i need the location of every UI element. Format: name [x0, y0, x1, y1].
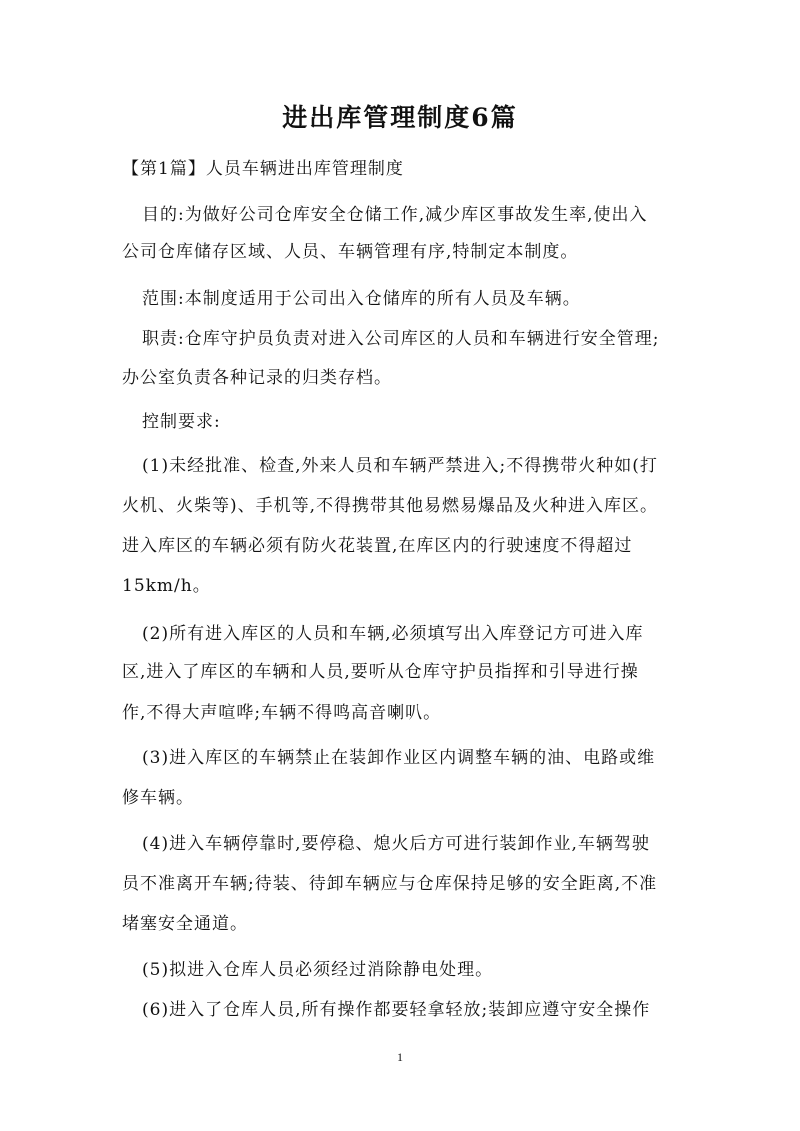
- paragraph-line: (3)进入库区的车辆禁止在装卸作业区内调整车辆的油、电路或维: [142, 748, 656, 768]
- paragraph-line: (1)未经批准、检查,外来人员和车辆严禁进入;不得携带火种如(打: [142, 456, 658, 476]
- paragraph-line: 进入库区的车辆必须有防火花装置,在库区内的行驶速度不得超过: [122, 536, 633, 556]
- paragraph-line: 作,不得大声喧哗;车辆不得鸣高音喇叭。: [122, 703, 442, 723]
- paragraph-line: 控制要求:: [142, 412, 221, 432]
- paragraph-line: (4)进入车辆停靠时,要停稳、熄火后方可进行装卸作业,车辆驾驶: [142, 834, 650, 854]
- page-number: 1: [397, 1050, 403, 1064]
- paragraph-line: 办公室负责各种记录的归类存档。: [122, 368, 392, 388]
- paragraph-line: 员不准离开车辆;待装、待卸车辆应与仓库保持足够的安全距离,不准: [122, 874, 658, 894]
- paragraph-line: 公司仓库储存区域、人员、车辆管理有序,特制定本制度。: [122, 242, 579, 262]
- paragraph-line: 修车辆。: [122, 788, 194, 808]
- paragraph-line: 堵塞安全通道。: [122, 914, 248, 934]
- paragraph-line: (5)拟进入仓库人员必须经过消除静电处理。: [142, 960, 494, 980]
- document-title: 进出库管理制度6篇: [282, 103, 518, 132]
- paragraph-line: 15km/h。: [122, 576, 211, 596]
- paragraph-line: (2)所有进入库区的人员和车辆,必须填写出入库登记方可进入库: [142, 624, 644, 644]
- paragraph-line: (6)进入了仓库人员,所有操作都要轻拿轻放;装卸应遵守安全操作: [142, 1000, 651, 1020]
- paragraph-line: 火机、火柴等)、手机等,不得携带其他易燃易爆品及火种进入库区。: [122, 496, 659, 516]
- paragraph-line: 范围:本制度适用于公司出入仓储库的所有人员及车辆。: [142, 289, 581, 309]
- paragraph-line: 区,进入了库区的车辆和人员,要听从仓库守护员指挥和引导进行操: [122, 662, 639, 682]
- paragraph-line: 目的:为做好公司仓库安全仓储工作,减少库区事故发生率,使出入: [142, 205, 648, 225]
- paragraph-line: 职责:仓库守护员负责对进入公司库区的人员和车辆进行安全管理;: [142, 329, 660, 349]
- section-heading: 【第1篇】人员车辆进出库管理制度: [122, 159, 404, 179]
